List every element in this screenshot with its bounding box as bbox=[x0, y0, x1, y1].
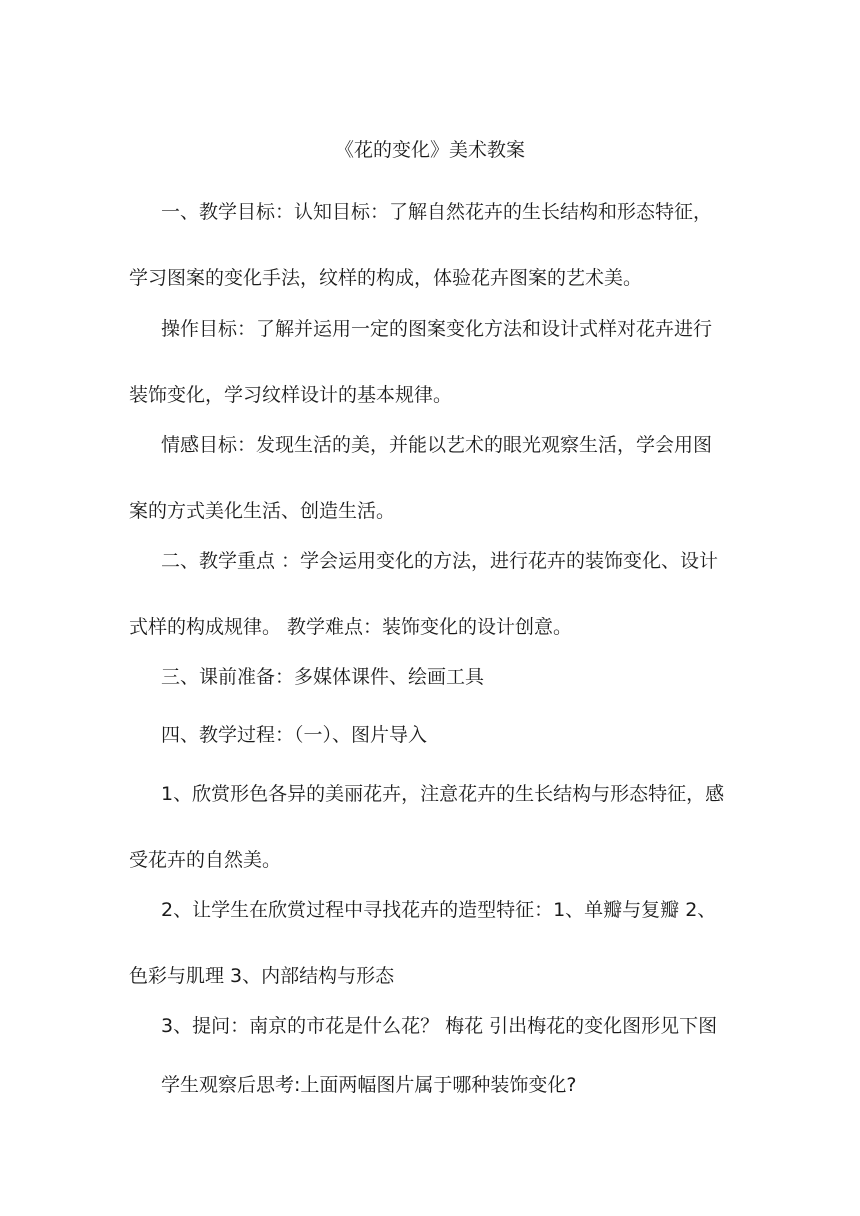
paragraph-teaching-objectives bbox=[129, 198, 712, 292]
paragraph-student-reflection: 学生观察后思考:上面两幅图片属于哪种装饰变化? bbox=[161, 1074, 577, 1096]
paragraph-step-1 bbox=[129, 780, 724, 874]
paragraph-step-3: 3、提问：南京的市花是什么花？ 梅花 引出梅花的变化图形见下图 bbox=[161, 1015, 718, 1037]
paragraph-teaching-process: 四、教学过程：（一）、图片导入 bbox=[161, 724, 428, 746]
paragraph-line: 1、欣赏形色各异的美丽花卉，注意花卉的生长结构与形态特征，感 bbox=[161, 783, 725, 805]
paragraph-step-2 bbox=[129, 896, 716, 990]
paragraph-preparation: 三、课前准备：多媒体课件、绘画工具 bbox=[161, 666, 485, 688]
paragraph-line: 二、教学重点 ：学会运用变化的方法，进行花卉的装饰变化、设计 bbox=[161, 550, 719, 572]
paragraph-line: 式样的构成规律。 教学难点：装饰变化的设计创意。 bbox=[129, 616, 573, 638]
paragraph-emotional-objectives bbox=[129, 431, 712, 525]
paragraph-line: 色彩与肌理 3、内部结构与形态 bbox=[129, 965, 395, 987]
paragraph-line: 一、教学目标：认知目标：了解自然花卉的生长结构和形态特征， bbox=[161, 201, 713, 223]
paragraph-line: 学习图案的变化手法，纹样的构成，体验花卉图案的艺术美。 bbox=[129, 267, 643, 289]
paragraph-line: 受花卉的自然美。 bbox=[129, 849, 282, 871]
paragraph-teaching-focus bbox=[129, 547, 718, 641]
paragraph-line: 操作目标：了解并运用一定的图案变化方法和设计式样对花卉进行 bbox=[161, 318, 713, 340]
paragraph-line: 2、让学生在欣赏过程中寻找花卉的造型特征：1、单瓣与复瓣 2、 bbox=[161, 899, 717, 921]
paragraph-line: 案的方式美化生活、创造生活。 bbox=[129, 500, 396, 522]
document-title: 《花的变化》美术教案 bbox=[334, 139, 525, 161]
paragraph-line: 情感目标：发现生活的美，并能以艺术的眼光观察生活，学会用图 bbox=[161, 434, 713, 456]
paragraph-line: 装饰变化，学习纹样设计的基本规律。 bbox=[129, 384, 453, 406]
paragraph-operation-objectives bbox=[129, 315, 712, 409]
